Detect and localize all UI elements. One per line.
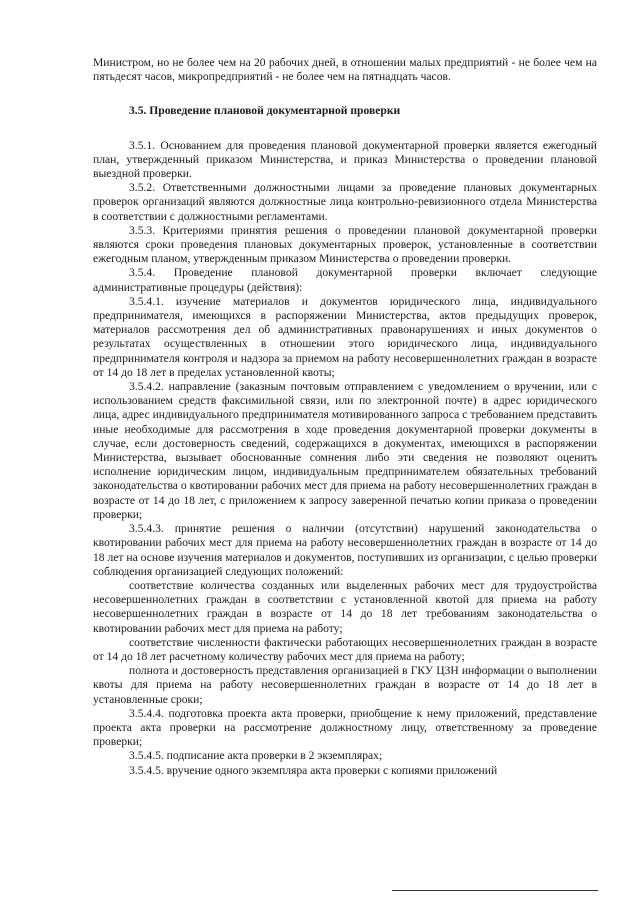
paragraph-3-5-1: 3.5.1. Основанием для проведения плановой документарной проверки является ежегодный план, утвержденный приказом Министерства, и приказ Министерства о проведении плановой выездной проверки. [93, 138, 597, 181]
paragraph-3-5-4-5-signing: 3.5.4.5. подписание акта проверки в 2 экземплярах; [129, 749, 383, 763]
paragraph-item-reporting: полнота и достоверность представления организацией в ГКУ ЦЗН информации о выполнении квоты для приема на работу несовершеннолетних граждан в возрасте от 14 до 18 лет в установленные сроки; [93, 664, 597, 706]
intro-paragraph: Министром, но не более чем на 20 рабочих дней, в отношении малых предприятий - не более чем на пятьдесят часов, микропредприятий - не более чем на пятнадцать часов. [93, 56, 597, 84]
paragraph-item-jobs-count: соответствие количества созданных или выделенных рабочих мест для трудоустройства несовершеннолетних граждан в соответствии с установленной квотой для приема на работу несовершеннолетних граждан в возрасте от 14 до 18 лет требованиям законодательства о квотировании рабочих мест для приема на работу; [93, 578, 597, 635]
document-page [93, 56, 597, 778]
paragraph-item-workers-count: соответствие численности фактически работающих несовершеннолетних граждан в возрасте от 14 до 18 лет расчетному количеству рабочих мест для приема на работу; [93, 635, 597, 663]
paragraph-3-5-4-4: 3.5.4.4. подготовка проекта акта проверки, приобщение к нему приложений, представление проекта акта проверки на рассмотрение должностному лицу, ответственному за проведение проверки; [93, 706, 597, 749]
footer-rule [392, 890, 598, 891]
paragraph-3-5-3: 3.5.3. Критериями принятия решения о проведении плановой документарной проверки являются сроки проведения плановых документарных проверок, установленные в соответствии ежегодным планом, утвержденным приказом Министерства о проведении проверки. [93, 223, 597, 266]
paragraph-3-5-4-1: 3.5.4.1. изучение материалов и документов юридического лица, индивидуального предпринимателя, имеющихся в распоряжении Министерства, актов предыдущих проверок, материалов рассмотрения дел об административных правонарушениях и иных документов о результатах осуществленных в отношении этого юридического лица, индивидуального предпринимателя контроля и надзора за приемом на работу несовершеннолетних граждан в возрасте от 14 до 18 лет в пределах установленной квоты; [93, 294, 597, 379]
paragraph-3-5-2: 3.5.2. Ответственными должностными лицами за проведение плановых документарных проверок организаций являются должностные лица контрольно-ревизионного отдела Министерства в соответствии с должностными регламентами. [93, 181, 597, 223]
paragraph-3-5-4: 3.5.4. Проведение плановой документарной проверки включает следующие административные процедуры (действия): [93, 266, 597, 294]
paragraph-3-5-4-2: 3.5.4.2. направление (заказным почтовым отправлением с уведомлением о вручении, или с использованием средств факсимильной связи, или по электронной почте) в адрес юридического лица, адрес индивидуального предпринимателя мотивированного запроса с требованием представить иные необходимые для рассмотрения в ходе проведения документарной проверки документы в случае, если достоверность сведений, содержащихся в документах, имеющихся в распоряжении Министерства, вызывает обоснованные сомнения либо эти сведения не позволяют оценить исполнение юридическим лицом, индивидуальным предпринимателем обязательных требований законодательства о квотировании рабочих мест для приема на работу несовершеннолетних граждан в возрасте от 14 до 18 лет, с приложением к запросу заверенной печатью копии приказа о проведении проверки; [93, 380, 597, 521]
paragraph-3-5-4-3: 3.5.4.3. принятие решения о наличии (отсутствии) нарушений законодательства о квотировании рабочих мест для приема на работу несовершеннолетних граждан в возрасте от 14 до 18 лет на основе изучения материалов и документов, поступивших из организации, с целью проверки соблюдения организацией следующих положений: [93, 522, 597, 578]
paragraph-3-5-4-5-delivery: 3.5.4.5. вручение одного экземпляра акта проверки с копиями приложений [129, 763, 498, 777]
section-heading: 3.5. Проведение плановой документарной проверки [129, 104, 401, 118]
